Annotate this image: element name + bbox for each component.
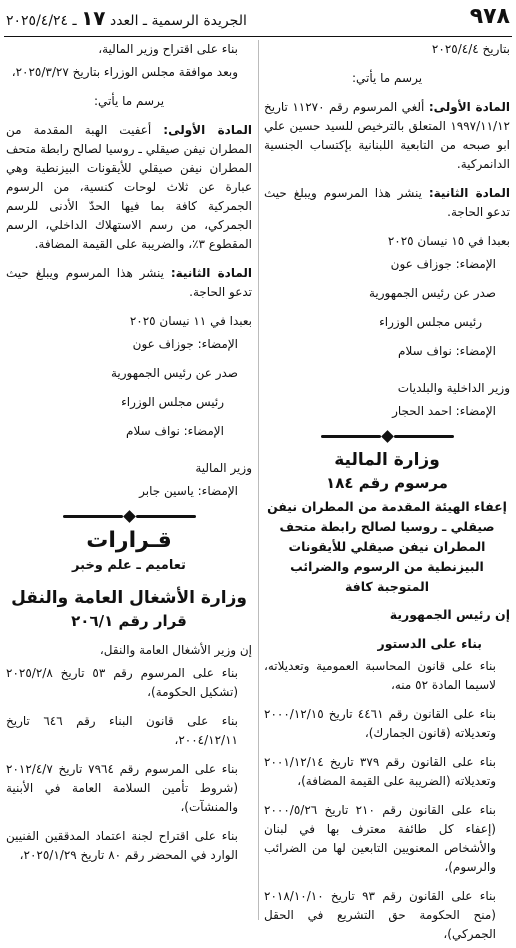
- article-1-label: المادة الأولى:: [163, 123, 252, 137]
- president-line: إن رئيس الجمهورية: [389, 607, 510, 622]
- constitution-line: بناء على الدستور: [377, 636, 482, 651]
- place-date: بعبدا في ١٥ نيسان ٢٠٢٥: [387, 234, 510, 248]
- pm-title: رئيس مجلس الوزراء: [379, 315, 482, 329]
- article-2-text: ينشر هذا المرسوم ويبلغ حيث تدعو الحاجة.: [264, 186, 510, 219]
- signature-president: الإمضاء: جوزاف عون: [132, 337, 238, 351]
- decision-basis-4: بناء على اقتراح لجنة اعتماد المدققين الفنيين الوارد في المحضر رقم ٨٠ تاريخ ٢٠٢٥/١/٢٩،: [6, 829, 238, 862]
- right-column: [264, 40, 510, 948]
- legal-basis-1: بناء على قانون المحاسبة العمومية وتعديلاته، لاسيما المادة ٥٢ منه،: [264, 659, 496, 692]
- article-2-label: المادة الثانية:: [428, 186, 510, 200]
- decisions-subheading: تعاميم ـ علم وخبر: [72, 558, 186, 573]
- proposal-line: بناء على اقتراح وزير المالية،: [98, 42, 238, 56]
- signature-pm: الإمضاء: نواف سلام: [398, 344, 496, 358]
- decision-number: قرار رقم ٢٠٦/١: [71, 612, 187, 630]
- article-2: [6, 264, 252, 302]
- minister-title: وزير الداخلية والبلديات: [397, 381, 510, 395]
- signature-president: الإمضاء: جوزاف عون: [390, 257, 496, 271]
- decree-intro: يرسم ما يأتي:: [351, 71, 423, 85]
- article-1-label: المادة الأولى:: [428, 100, 510, 114]
- section-ornament: [6, 511, 252, 521]
- minister-title: وزير المالية: [195, 461, 252, 475]
- legal-basis-3: بناء على القانون رقم ٣٧٩ تاريخ ٢٠٠١/١٢/١٤ وتعديلاته (الضريبة على القيمة المضافة)،: [264, 755, 496, 788]
- decree-subject: إعفاء الهيئة المقدمة من المطران نيفن صيقلي ـ روسيا لصالح رابطة متحف المطران نيفن صيقلي للأيقونات البيزنطية من الرسوم والضرائب المتوجبة كافة: [267, 499, 507, 594]
- issue-date: ـ ٢٠٢٥/٤/٢٤: [6, 13, 77, 29]
- approval-line: وبعد موافقة مجلس الوزراء بتاريخ ٢٠٢٥/٣/٢٧،: [11, 65, 238, 79]
- decision-basis-3: بناء على المرسوم رقم ٧٩٦٤ تاريخ ٢٠١٢/٤/٧ (شروط تأمين السلامة العامة في الأبنية والمنشآت)،: [6, 762, 238, 814]
- decision-basis-2: بناء على قانون البناء رقم ٦٤٦ تاريخ ٢٠٠٤/١٢/١١،: [6, 714, 238, 747]
- signature-pm: الإمضاء: نواف سلام: [126, 424, 224, 438]
- issued-by: صدر عن رئيس الجمهورية: [368, 286, 496, 300]
- article-2-text: ينشر هذا المرسوم ويبلغ حيث تدعو الحاجة.: [6, 266, 252, 299]
- article-1-text: ألغي المرسوم رقم ١١٢٧٠ تاريخ ١٩٩٧/١١/١٢ المتعلق بالترخيص للسيد حسين علي ابو صبحه من التابعية اللبنانية بإكتساب الجنسية الدانمركية.: [264, 100, 510, 171]
- issue-number: ١٧: [81, 6, 106, 30]
- decisions-heading: قـرارات: [86, 528, 172, 553]
- ministry-heading: وزارة المالية: [334, 450, 440, 470]
- page-number: ٩٧٨: [469, 4, 510, 29]
- article-1: [264, 98, 510, 174]
- legal-basis-4: بناء على القانون رقم ٢١٠ تاريخ ٢٠٠٠/٥/٢٦ (إعفاء كل طائفة معترف بها في لبنان والأشخاص المعنويين التابعين لها من الضرائب والرسوم)،: [264, 803, 496, 874]
- pm-title: رئيس مجلس الوزراء: [121, 395, 224, 409]
- decision-basis-1: بناء على المرسوم رقم ٥٣ تاريخ ٢٠٢٥/٢/٨ (تشكيل الحكومة)،: [6, 666, 238, 699]
- decree-intro: يرسم ما يأتي:: [93, 94, 165, 108]
- page-header: [0, 0, 516, 34]
- signature-minister: الإمضاء: ياسين جابر: [139, 484, 238, 498]
- decree-number: مرسوم رقم ١٨٤: [326, 474, 448, 492]
- article-1-text: أعفيت الهبة المقدمة من المطران نيفن صيقلي ـ روسيا لصالح رابطة متحف المطران نيفن صيقلي للأيقونات البيزنطية وهي عبارة عن ثلاث لوحات كنسية، من الرسوم الجمركية كافة بما فيها الحدّ الأدنى للرسم الجمركي، من رسم الاستهلاك الداخلي، الرسم المقطوع ٣٪، والضريبة على القيمة المضافة.: [6, 123, 252, 251]
- ministry-heading: وزارة الأشغال العامة والنقل: [11, 588, 247, 608]
- column-divider: [258, 40, 259, 920]
- issued-by: صدر عن رئيس الجمهورية: [110, 366, 238, 380]
- minister-intro: إن وزير الأشغال العامة والنقل،: [99, 643, 252, 657]
- legal-basis-5: بناء على القانون رقم ٩٣ تاريخ ٢٠١٨/١٠/١٠ (منح الحكومة حق التشريع في الحقل الجمركي)،: [264, 889, 496, 941]
- article-2-label: المادة الثانية:: [170, 266, 252, 280]
- article-2: [264, 184, 510, 222]
- section-ornament: [264, 431, 510, 441]
- header-rule: [4, 36, 512, 37]
- journal-name: الجريدة الرسمية ـ العدد: [109, 13, 247, 29]
- legal-basis-2: بناء على القانون رقم ٤٤٦١ تاريخ ٢٠٠٠/١٢/١٥ وتعديلاته (قانون الجمارك)،: [264, 707, 496, 740]
- place-date: بعبدا في ١١ نيسان ٢٠٢٥: [129, 314, 252, 328]
- article-1: [6, 121, 252, 254]
- date-line: بتاريخ ٢٠٢٥/٤/٤: [431, 42, 510, 56]
- journal-title: [6, 6, 247, 30]
- signature-minister: الإمضاء: احمد الحجار: [392, 404, 496, 418]
- left-column: [6, 40, 252, 869]
